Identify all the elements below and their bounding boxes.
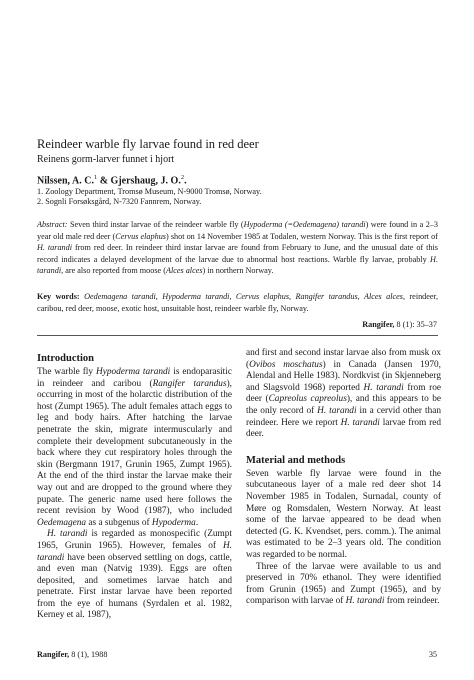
paragraph-text: and first and second instar larvae also from musk ox (: [246, 348, 441, 370]
paragraph-text: is regarded as monospecific (Zumpt 1965, Grunin 1965). However, females of: [37, 529, 232, 551]
taxon-name: H. tarandi: [47, 529, 88, 540]
taxon-name: Hypoderma tarandi: [96, 367, 171, 377]
intro-paragraph-1: [37, 367, 232, 529]
footer-issue: 8 (1), 1988: [69, 650, 108, 659]
author-2-affil-mark: 2: [180, 174, 185, 181]
paragraph-text: The warble fly: [37, 367, 97, 377]
citation-volume: 8 (1): 35–37: [394, 320, 437, 329]
author-line-end: .: [184, 175, 187, 187]
abstract-taxon: H. tarandi: [37, 243, 73, 252]
paragraph-text: ), occurring in most of the holarctic distribution of the host (Zumpt 1965). The adult females attach eggs to leg and body hairs. After hatching the larvae penetrate the skin, migrate intermuscularly and complete their development subcutaneously in the back where they cut respiratory holes through the skin (Bergmann 1917, Grunin 1965, Zumpt 1965). At the end of the third instar the larvae make their way out and are dropped to the ground where they pupate. The generic name used here follows the recent revision by Wood (1987), who included: [37, 378, 232, 517]
author-line: [37, 172, 437, 187]
taxon-name: H. tarandi: [317, 405, 357, 416]
taxon-name: Capreolus capreolus: [268, 394, 347, 405]
paragraph-text: from reindeer.: [384, 596, 440, 607]
keywords: [37, 291, 438, 314]
author-1-affil-mark: 1: [93, 174, 98, 181]
paragraph-text: larvae from red deer.: [246, 417, 441, 440]
abstract-text: , are also reported from moose (: [61, 266, 166, 275]
abstract-taxon: Alces alces: [165, 266, 203, 275]
affiliation-2: 2. Sognli Forsøksgård, N-7320 Fannrem, Norway.: [37, 197, 202, 206]
taxon-name: Oedemagena: [37, 517, 87, 528]
author-separator: &: [97, 175, 111, 187]
paragraph-text: .: [195, 517, 199, 528]
left-column: [37, 348, 232, 622]
journal-citation: [237, 320, 437, 330]
running-footer: [37, 650, 107, 660]
header-divider: [37, 335, 438, 336]
right-column: [246, 348, 441, 608]
paragraph-text: in a cervid other than reindeer. Here we report: [246, 405, 441, 428]
abstract-label: Abstract:: [37, 220, 68, 229]
taxon-name: Ovibos moschatus: [249, 359, 323, 370]
paragraph-text: from roe deer (: [246, 382, 442, 405]
abstract-taxon: H. tarandi: [37, 254, 438, 275]
abstract-text: Seven third instar larvae of the reindeer warble fly (: [67, 220, 244, 229]
abstract-text: ) shot on 14 November 1985 at Todalen, western Norway. This is the first report of: [166, 231, 438, 241]
author-1: Nilssen, A. C.: [37, 175, 94, 187]
paragraph-text: ) in Canada (Jansen 1970, Alendal and Helle 1983). Nordkvist (in Skjenneberg and Slagsvold 1968) reported: [246, 359, 441, 393]
abstract-text: from red deer. In reindeer third instar larvae are found from February to June, and the unusual date of this record indicates a delayed development of the larvae due to abnormal host reactions. Warble fly larvae, probably: [37, 243, 438, 264]
keywords-taxa: Oedemagena tarandi, Hypoderma tarandi, Cervus elaphus, Rangifer tarandus, Alces alces,: [79, 292, 406, 301]
citation-journal: Rangifer,: [362, 320, 395, 329]
abstract-taxon: Hypoderma (=Oedemagena) tarandi: [243, 220, 366, 229]
section-heading-methods: Material and methods: [246, 454, 346, 466]
affiliation-1: 1. Zoology Department, Tromsø Museum, N-9000 Tromsø, Norway.: [37, 187, 262, 196]
section-heading-introduction: Introduction: [37, 353, 94, 364]
abstract-text: ) in northern Norway.: [202, 266, 274, 275]
taxon-name: H. tarandi: [363, 382, 404, 393]
paragraph-text: is endoparasitic in reindeer and caribou (: [37, 367, 232, 389]
taxon-name: H. tarandi: [340, 417, 380, 428]
footer-journal: Rangifer,: [37, 650, 70, 659]
methods-paragraph-2: [246, 562, 441, 608]
paragraph-text: as a subgenus of: [86, 517, 152, 528]
methods-paragraph-1: Seven warble fly larvae were found in the subcutaneous layer of a male red deer shot 14 November 1985 in Todalen, Surnadal, county of Møre og Romsdalen, Western Norway. At least some of the larvae appeared to be dead when detected (G. K. Kvendset, pers. comm.). The animal was estimated to be 2–3 years old. The condition was regarded to be normal.: [246, 468, 441, 560]
taxon-name: H. tarandi: [345, 596, 385, 607]
abstract: [37, 219, 438, 277]
article-subtitle: Reinens gorm-larver funnet i hjort: [37, 154, 175, 165]
page-number: 35: [428, 650, 437, 659]
taxon-name: H. tarandi: [37, 540, 232, 563]
intro-paragraph-2: [37, 529, 232, 622]
taxon-name: Hypoderma: [151, 517, 196, 528]
intro-paragraph-3: [246, 348, 441, 441]
abstract-text: ) were found in a 2–3 year old male red deer (: [37, 220, 438, 241]
paragraph-text: ), and this appears to be the only record of: [246, 394, 441, 416]
article-title: Reindeer warble fly larvae found in red deer: [37, 137, 259, 151]
section-spacer: [246, 441, 441, 450]
keywords-terms: reindeer, caribou, red deer, moose, exotic host, unsuitable host, reindeer warble fly, Norway.: [37, 292, 438, 313]
abstract-taxon: Cervus elaphus: [115, 231, 166, 241]
author-2: Gjershaug, J. O.: [110, 175, 181, 187]
keywords-label: Key words:: [37, 292, 80, 301]
taxon-name: Rangifer tarandus: [152, 378, 227, 389]
paragraph-text: have been observed settling on dogs, cattle, and even man (Natvig 1939). Eggs are often deposited, and sometimes larvae hatch and penetrate. First instar larvae have been reported from the eye of humans (Syrdalen et al. 1982, Kerney et al. 1987),: [37, 552, 232, 621]
paragraph-text: Three of the larvae were available to us and preserved in 70% ethanol. They were identified from Grunin (1965) and Zumpt (1965), and by comparison with larvae of: [246, 561, 441, 607]
